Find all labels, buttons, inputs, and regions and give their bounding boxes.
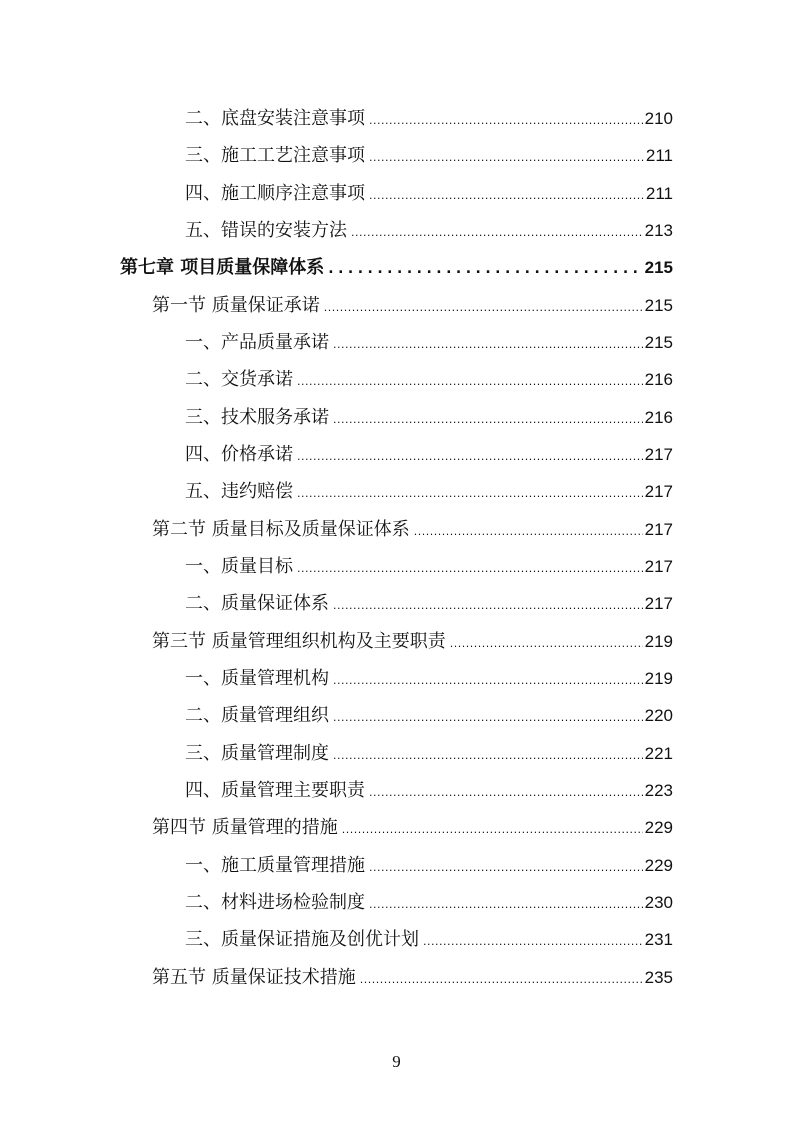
toc-entry-label: 一、质量管理机构 bbox=[185, 668, 329, 689]
toc-entry-label: 第五节 质量保证技术措施 bbox=[152, 967, 356, 988]
toc-entry[interactable] bbox=[185, 328, 673, 358]
toc-entry-page: 210 bbox=[644, 109, 673, 128]
toc-entry-page: 219 bbox=[644, 669, 673, 688]
dot-leader bbox=[333, 703, 643, 733]
toc-entry-label: 四、质量管理主要职责 bbox=[185, 780, 365, 801]
toc-entry[interactable] bbox=[185, 104, 673, 134]
dot-leader bbox=[360, 965, 643, 995]
toc-entry-label: 三、质量管理制度 bbox=[185, 743, 329, 764]
toc-entry-page: 211 bbox=[645, 184, 673, 203]
toc-entry-label: 三、质量保证措施及创优计划 bbox=[185, 929, 419, 950]
toc-entry-page: 231 bbox=[644, 930, 673, 949]
toc-entry-label: 第一节 质量保证承诺 bbox=[152, 295, 320, 316]
toc-entry[interactable] bbox=[185, 552, 673, 582]
toc-entry[interactable] bbox=[185, 664, 673, 694]
toc-entry-label: 二、材料进场检验制度 bbox=[185, 892, 365, 913]
dot-leader bbox=[333, 405, 643, 435]
dot-leader bbox=[414, 517, 643, 547]
toc-entry-label: 四、价格承诺 bbox=[185, 444, 293, 465]
toc-entry-label: 二、质量管理组织 bbox=[185, 705, 329, 726]
toc-entry-page: 217 bbox=[644, 482, 673, 501]
dot-leader bbox=[328, 254, 642, 284]
dot-leader bbox=[369, 853, 643, 883]
toc-entry[interactable] bbox=[185, 888, 673, 918]
dot-leader bbox=[297, 554, 643, 584]
toc-entry-page: 216 bbox=[644, 370, 673, 389]
toc-entry[interactable] bbox=[185, 440, 673, 470]
toc-entry-label: 三、施工工艺注意事项 bbox=[185, 145, 365, 166]
toc-section-entry[interactable] bbox=[152, 291, 673, 321]
toc-entry-label: 一、质量目标 bbox=[185, 556, 293, 577]
toc-entry-label: 五、错误的安装方法 bbox=[185, 220, 347, 241]
toc-section-entry[interactable] bbox=[152, 963, 673, 993]
toc-entry[interactable] bbox=[185, 925, 673, 955]
toc-entry-page: 217 bbox=[644, 557, 673, 576]
toc-entry-page: 215 bbox=[644, 296, 673, 315]
dot-leader bbox=[297, 442, 643, 472]
toc-chapter-entry[interactable] bbox=[120, 253, 673, 283]
toc-entry-page: 215 bbox=[644, 258, 673, 277]
dot-leader bbox=[297, 367, 643, 397]
dot-leader bbox=[369, 890, 643, 920]
dot-leader bbox=[369, 143, 644, 173]
toc-entry-label: 二、质量保证体系 bbox=[185, 593, 329, 614]
dot-leader bbox=[333, 591, 643, 621]
toc-entry[interactable] bbox=[185, 851, 673, 881]
toc-section-entry[interactable] bbox=[152, 627, 673, 657]
toc-entry[interactable] bbox=[185, 701, 673, 731]
toc-entry-page: 217 bbox=[644, 520, 673, 539]
toc-entry-page: 229 bbox=[644, 818, 673, 837]
toc-entry-label: 第四节 质量管理的措施 bbox=[152, 817, 338, 838]
toc-entry[interactable] bbox=[185, 589, 673, 619]
toc-entry[interactable] bbox=[185, 179, 673, 209]
toc-entry[interactable] bbox=[185, 141, 673, 171]
dot-leader bbox=[333, 330, 643, 360]
toc-entry-label: 二、交货承诺 bbox=[185, 369, 293, 390]
toc-entry[interactable] bbox=[185, 365, 673, 395]
toc-entry-label: 三、技术服务承诺 bbox=[185, 407, 329, 428]
toc-section-entry[interactable] bbox=[152, 813, 673, 843]
dot-leader bbox=[369, 181, 644, 211]
toc-entry-page: 223 bbox=[644, 781, 673, 800]
toc-entry-label: 一、产品质量承诺 bbox=[185, 332, 329, 353]
dot-leader bbox=[342, 815, 643, 845]
toc-entry-label: 五、违约赔偿 bbox=[185, 481, 293, 502]
toc-entry-page: 213 bbox=[644, 221, 673, 240]
toc-entry-page: 220 bbox=[644, 706, 673, 725]
dot-leader bbox=[423, 927, 643, 957]
toc-entry-page: 216 bbox=[644, 408, 673, 427]
toc-entry-page: 217 bbox=[644, 445, 673, 464]
page-number: 9 bbox=[392, 1052, 401, 1071]
toc-entry-page: 221 bbox=[644, 744, 673, 763]
dot-leader bbox=[369, 106, 643, 136]
dot-leader bbox=[351, 218, 643, 248]
toc-entry-page: 215 bbox=[644, 333, 673, 352]
dot-leader bbox=[333, 666, 643, 696]
toc-entry[interactable] bbox=[185, 739, 673, 769]
toc-entry-label: 四、施工顺序注意事项 bbox=[185, 183, 365, 204]
toc-entry-label: 第三节 质量管理组织机构及主要职责 bbox=[152, 631, 446, 652]
toc-entry-page: 230 bbox=[644, 893, 673, 912]
toc-entry-label: 一、施工质量管理措施 bbox=[185, 855, 365, 876]
dot-leader bbox=[369, 778, 643, 808]
toc-entry-label: 第二节 质量目标及质量保证体系 bbox=[152, 519, 410, 540]
toc-entry-page: 229 bbox=[644, 856, 673, 875]
dot-leader bbox=[297, 479, 643, 509]
toc-entry-label: 二、底盘安装注意事项 bbox=[185, 108, 365, 129]
toc-entry[interactable] bbox=[185, 477, 673, 507]
toc-entry[interactable] bbox=[185, 776, 673, 806]
toc-entry[interactable] bbox=[185, 216, 673, 246]
toc-section-entry[interactable] bbox=[152, 515, 673, 545]
dot-leader bbox=[333, 741, 643, 771]
toc-entry-page: 211 bbox=[645, 146, 673, 165]
toc-entry-page: 235 bbox=[644, 968, 673, 987]
dot-leader bbox=[324, 293, 643, 323]
toc-entry-page: 217 bbox=[644, 594, 673, 613]
toc-entry-label: 第七章 项目质量保障体系 bbox=[120, 257, 325, 278]
toc-entry-page: 219 bbox=[644, 632, 673, 651]
toc-entry[interactable] bbox=[185, 403, 673, 433]
dot-leader bbox=[450, 629, 643, 659]
